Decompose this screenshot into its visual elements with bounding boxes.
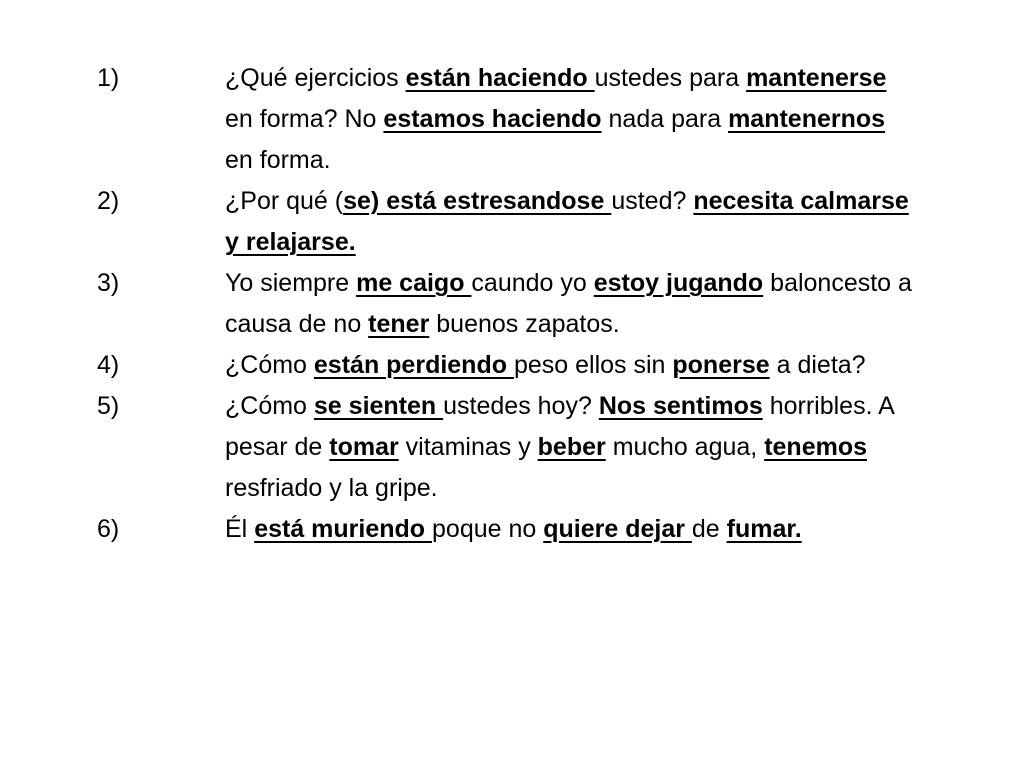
text-segment: Yo siempre xyxy=(225,269,357,297)
item-number: 1) xyxy=(97,64,120,92)
text-segment: de xyxy=(691,515,727,543)
item-text xyxy=(225,386,917,509)
item-number: 6) xyxy=(97,515,120,543)
text-segment: peso ellos sin xyxy=(513,351,673,379)
text-segment: resfriado y la gripe. xyxy=(225,474,438,502)
verb-phrase: mantenerse xyxy=(746,64,887,92)
verb-phrase: beber xyxy=(537,433,606,461)
verb-phrase: tener xyxy=(368,310,430,338)
verb-phrase: tomar xyxy=(329,433,399,461)
text-segment: ustedes hoy? xyxy=(443,392,599,420)
verb-phrase: Nos sentimos xyxy=(598,392,763,420)
list-item xyxy=(97,181,917,263)
verb-phrase: está muriendo xyxy=(254,515,433,543)
list-item xyxy=(97,386,917,509)
text-segment: en forma. xyxy=(225,146,331,174)
verb-phrase: se sienten xyxy=(313,392,444,420)
item-text xyxy=(225,345,917,386)
item-number: 2) xyxy=(97,187,120,215)
item-text xyxy=(225,509,917,550)
text-segment: horribles. A pesar de xyxy=(225,392,894,461)
verb-phrase: están perdiendo xyxy=(313,351,514,379)
text-segment: baloncesto a causa de no xyxy=(225,269,912,338)
list-item xyxy=(97,345,917,386)
item-number: 5) xyxy=(97,392,120,420)
verb-phrase: fumar. xyxy=(726,515,802,543)
verb-phrase: se) está estresandose xyxy=(343,187,612,215)
verb-phrase: están haciendo xyxy=(405,64,595,92)
item-text xyxy=(225,58,917,181)
verb-phrase: me caigo xyxy=(356,269,472,297)
text-segment: nada para xyxy=(601,105,729,133)
list-item xyxy=(97,58,917,181)
list-item xyxy=(97,263,917,345)
text-segment: ¿Por qué ( xyxy=(225,187,344,215)
verb-phrase: necesita calmarse y relajarse. xyxy=(225,187,909,256)
text-segment: ustedes para xyxy=(594,64,747,92)
verb-phrase: estamos haciendo xyxy=(383,105,602,133)
verb-phrase: mantenernos xyxy=(728,105,886,133)
verb-phrase: estoy jugando xyxy=(593,269,764,297)
text-segment: mucho agua, xyxy=(605,433,765,461)
numbered-sentence-list xyxy=(97,58,917,550)
text-segment: buenos zapatos. xyxy=(429,310,620,338)
list-item xyxy=(97,509,917,550)
text-segment: a dieta? xyxy=(769,351,866,379)
text-segment: ¿Cómo xyxy=(225,351,314,379)
text-segment: poque no xyxy=(432,515,544,543)
text-segment: usted? xyxy=(611,187,694,215)
verb-phrase: tenemos xyxy=(764,433,867,461)
text-segment: Él xyxy=(225,515,255,543)
text-segment: ¿Qué ejercicios xyxy=(225,64,406,92)
item-number: 3) xyxy=(97,269,120,297)
item-text xyxy=(225,181,917,263)
item-text xyxy=(225,263,917,345)
item-number: 4) xyxy=(97,351,120,379)
text-segment: vitaminas y xyxy=(398,433,538,461)
text-segment: ¿Cómo xyxy=(225,392,314,420)
verb-phrase: ponerse xyxy=(672,351,770,379)
text-segment: caundo yo xyxy=(471,269,594,297)
text-segment: en forma? No xyxy=(225,105,384,133)
verb-phrase: quiere dejar xyxy=(543,515,692,543)
